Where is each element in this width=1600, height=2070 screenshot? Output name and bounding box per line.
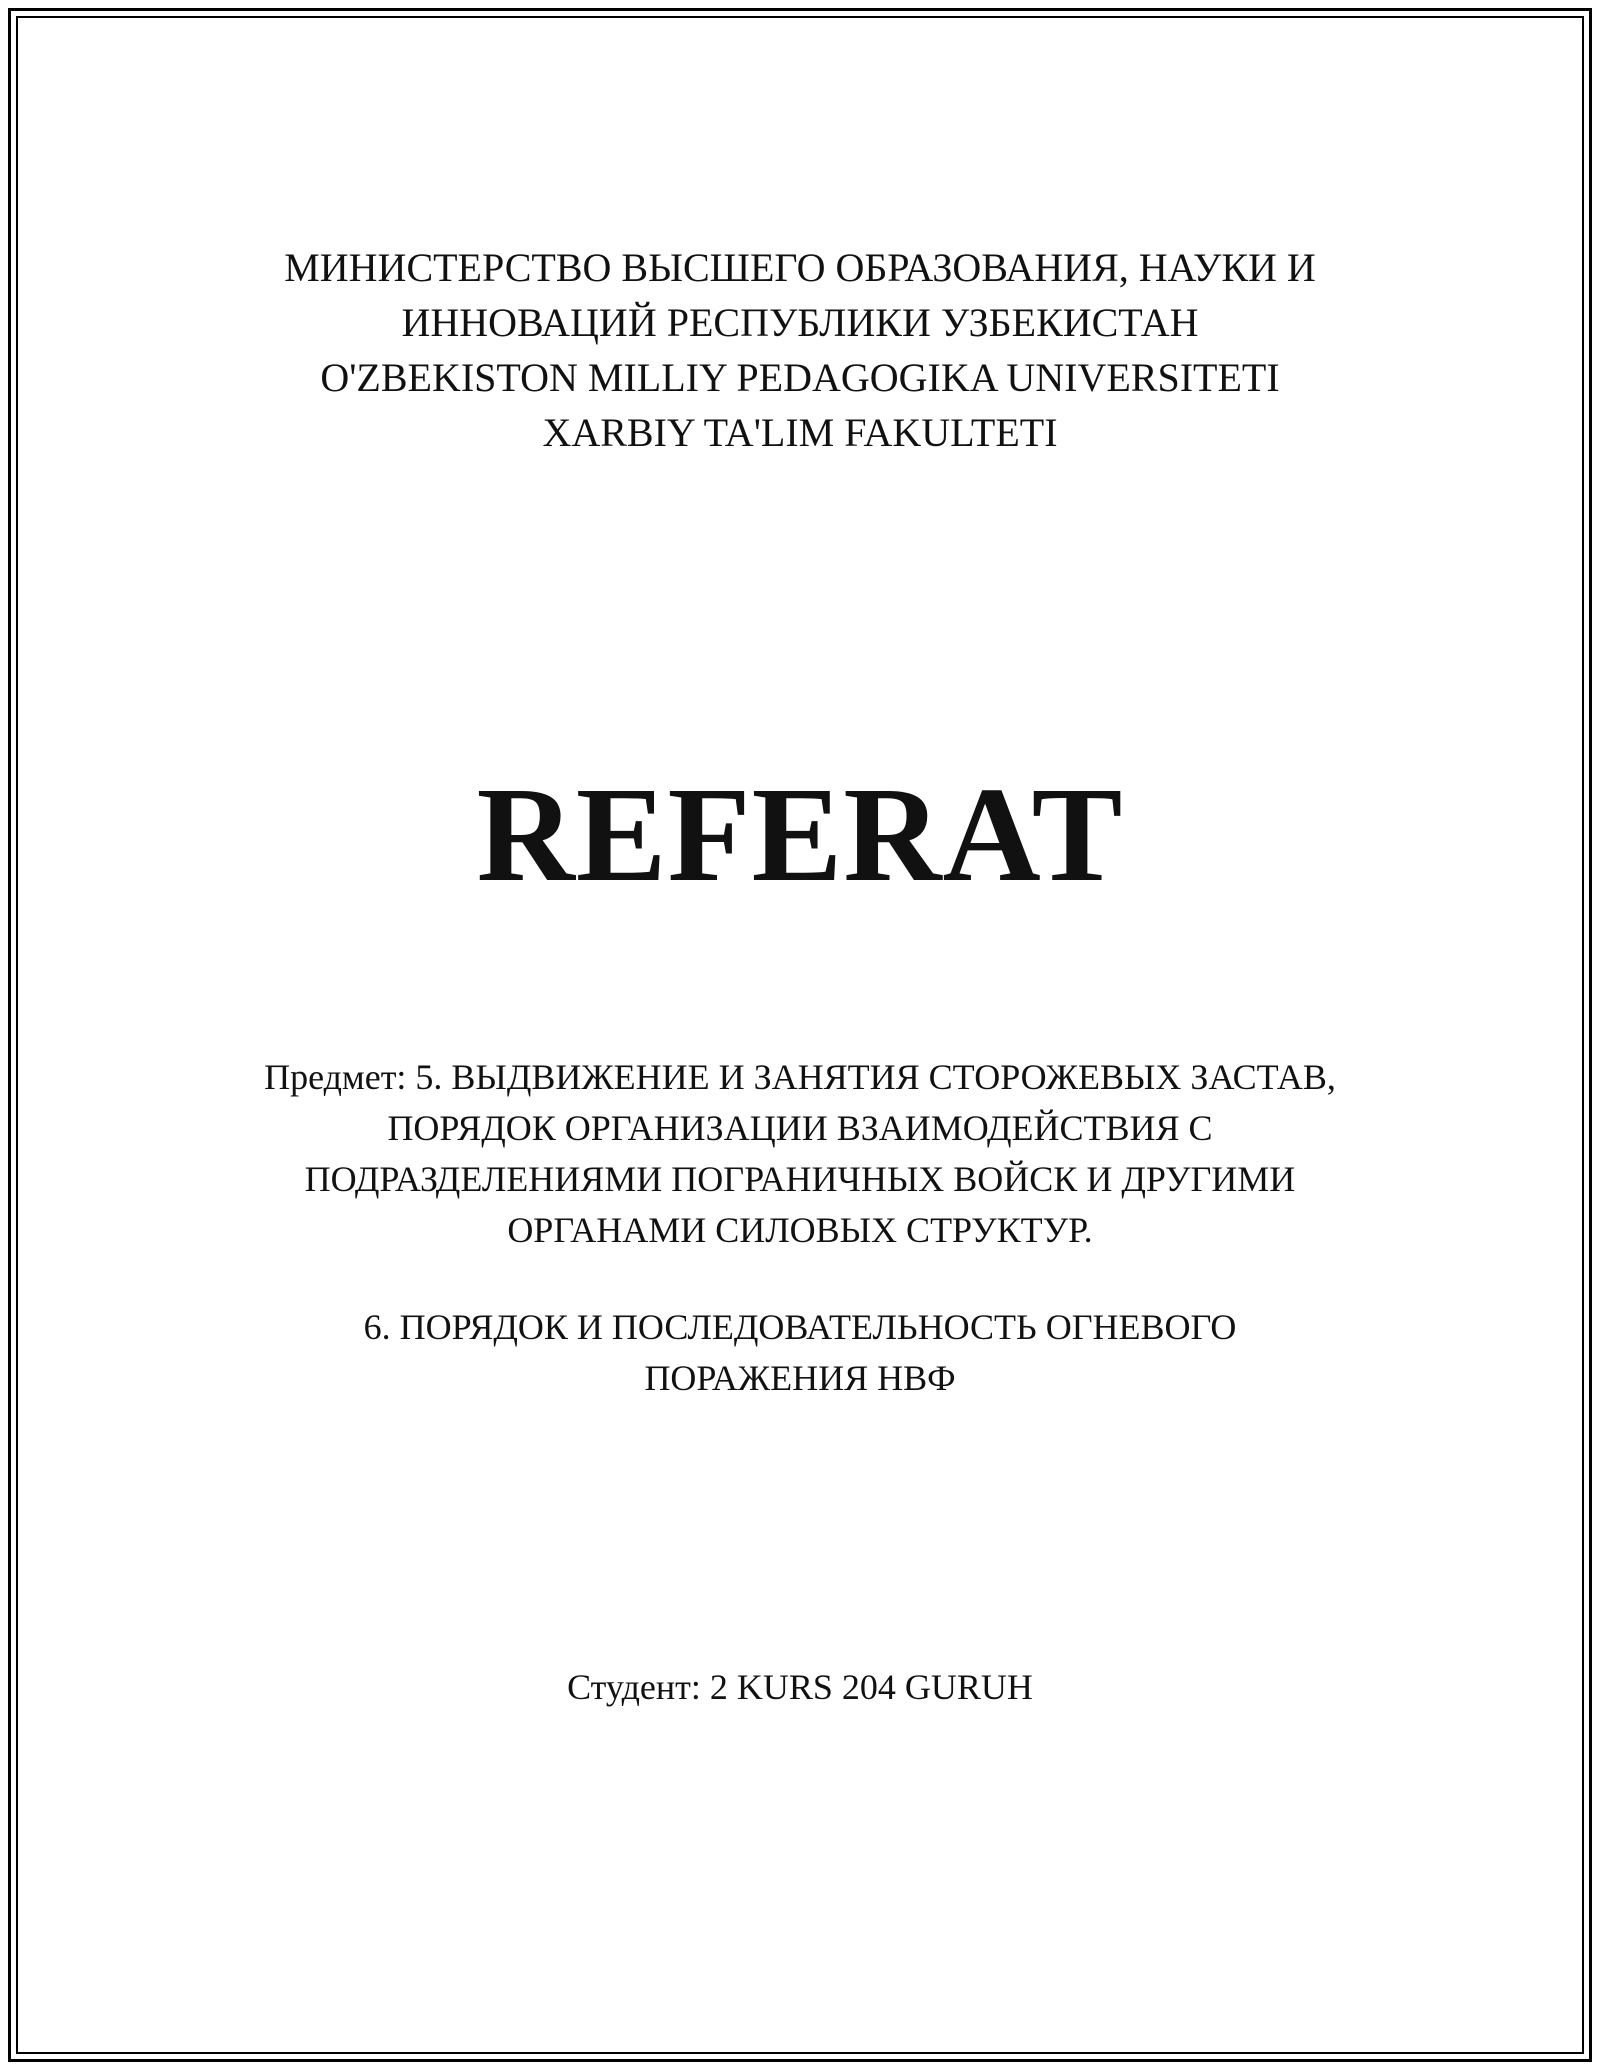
header-line-faculty: XARBIY TA'LIM FAKULTETI bbox=[542, 410, 1058, 455]
topic-line-3: ПОДРАЗДЕЛЕНИЯМИ ПОГРАНИЧНЫХ ВОЙСК И ДРУГИМИ bbox=[304, 1159, 1296, 1199]
topic-line-2: ПОРЯДОК ОРГАНИЗАЦИИ ВЗАИМОДЕЙСТВИЯ С bbox=[387, 1108, 1213, 1148]
document-title: REFERAT bbox=[476, 760, 1124, 910]
topic-line-5: 6. ПОРЯДОК И ПОСЛЕДОВАТЕЛЬНОСТЬ ОГНЕВОГО bbox=[363, 1307, 1237, 1347]
topic-section bbox=[0, 1052, 1600, 1404]
topic-line-4: ОРГАНАМИ СИЛОВЫХ СТРУКТУР. bbox=[507, 1210, 1093, 1250]
topic-line-1: Предмет: 5. ВЫДВИЖЕНИЕ И ЗАНЯТИЯ СТОРОЖЕВЫХ ЗАСТАВ, bbox=[264, 1057, 1336, 1097]
institution-header bbox=[0, 240, 1600, 460]
header-line-university: O'ZBEKISTON MILLIY PEDAGOGIKA UNIVERSITETI bbox=[320, 355, 1280, 400]
header-line-ministry-1: МИНИСТЕРСТВО ВЫСШЕГО ОБРАЗОВАНИЯ, НАУКИ И bbox=[284, 245, 1316, 290]
topic-spacer bbox=[0, 1256, 1600, 1302]
student-info: Студент: 2 KURS 204 GURUH bbox=[567, 1667, 1033, 1707]
topic-line-6: ПОРАЖЕНИЯ НВФ bbox=[644, 1358, 956, 1398]
header-line-ministry-2: ИННОВАЦИЙ РЕСПУБЛИКИ УЗБЕКИСТАН bbox=[401, 300, 1199, 345]
